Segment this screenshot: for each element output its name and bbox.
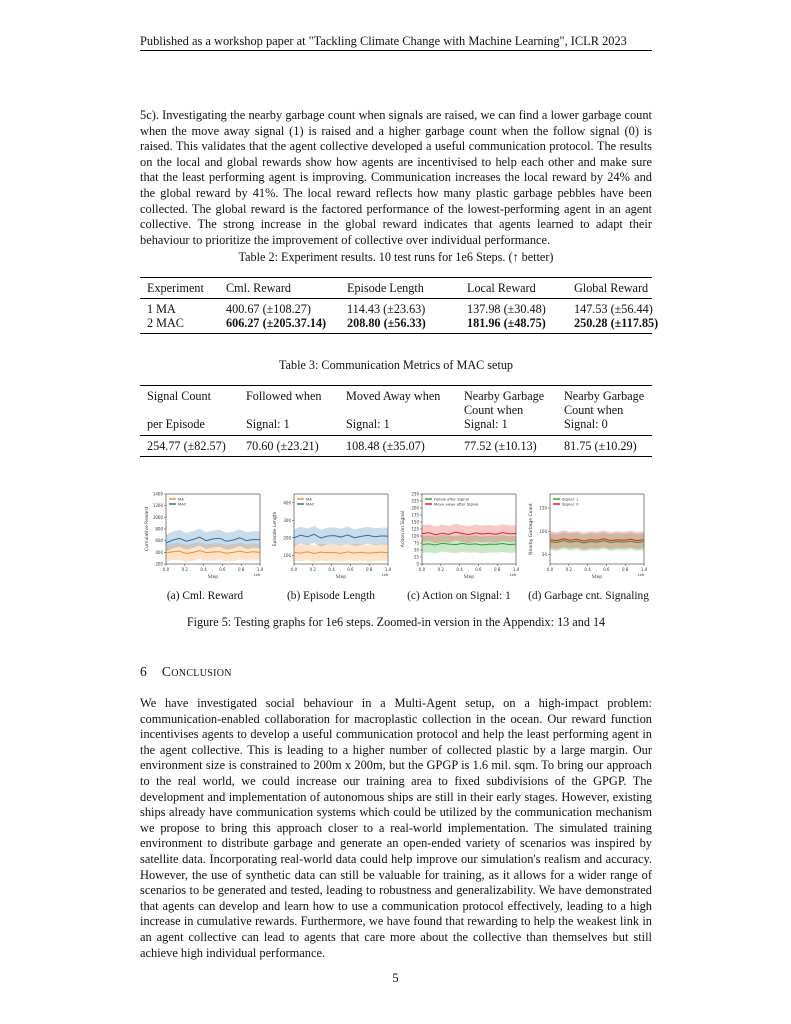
y-tick-label: 150 — [539, 505, 547, 511]
table3-header-cell: Count when — [564, 403, 624, 417]
table2-mid-rule — [140, 298, 652, 299]
table3-header-cell — [346, 403, 464, 417]
table-cell: 606.27 (±205.37.14) — [226, 316, 327, 330]
y-tick-label: 400 — [283, 500, 291, 506]
x-tick-label: 0.6 — [219, 567, 226, 572]
x-tick-label: 0.0 — [290, 567, 298, 572]
table-cell: 250.28 (±117.85) — [574, 316, 659, 330]
table2-header-cell: Global Reward — [574, 281, 649, 295]
series-band — [422, 524, 516, 544]
x-tick-label: 0.2 — [181, 567, 188, 572]
table2-header-cell: Episode Length — [347, 281, 424, 295]
table3-header-cell: Signal: 1 — [246, 417, 290, 431]
table-cell: 2 MAC — [147, 316, 184, 330]
x-unit-label: 1e6 — [381, 573, 388, 577]
y-tick-label: 25 — [413, 554, 419, 560]
legend-label: Move away after Signal — [434, 501, 479, 507]
x-axis-label: Step — [463, 575, 475, 580]
table2 — [147, 281, 648, 296]
y-tick-label: 200 — [155, 561, 163, 567]
y-tick-label: 50 — [413, 547, 419, 553]
x-axis-label: Step — [591, 575, 603, 580]
table3-mid-rule — [140, 435, 652, 436]
x-tick-label: 0.2 — [309, 567, 316, 572]
table3-header-cell: Nearby Garbage — [564, 389, 645, 403]
x-tick-label: 1.0 — [256, 567, 264, 572]
table2-caption: Table 2: Experiment results. 10 test runs for 1e6 Steps. (↑ better) — [238, 250, 554, 264]
x-tick-label: 1.0 — [640, 567, 648, 572]
table3-header-cell: Signal: 1 — [464, 417, 508, 431]
x-axis-label: Step — [207, 575, 219, 580]
x-tick-label: 0.2 — [565, 567, 572, 572]
y-tick-label: 100 — [283, 552, 291, 558]
legend-label: Signal: 0 — [562, 501, 579, 507]
subcaption-b: (b) Episode Length — [287, 590, 375, 602]
table-cell: 108.48 (±35.07) — [346, 439, 425, 453]
x-tick-label: 0.4 — [200, 567, 207, 572]
chart-cml-reward — [140, 490, 270, 585]
table-cell: 81.75 (±10.29) — [564, 439, 637, 453]
subcaption-d: (d) Garbage cnt. Signaling — [528, 590, 649, 602]
y-tick-label: 200 — [283, 535, 291, 541]
table-cell: 77.52 (±10.13) — [464, 439, 537, 453]
table2-header-cell: Cml. Reward — [226, 281, 291, 295]
x-tick-label: 0.8 — [366, 567, 373, 572]
table3-header-row — [147, 389, 644, 403]
x-unit-label: 1e6 — [253, 573, 260, 577]
y-tick-label: 200 — [411, 505, 419, 511]
table-cell: 208.80 (±56.33) — [347, 316, 426, 330]
legend-label: MAC — [306, 501, 315, 507]
figure5-caption: Figure 5: Testing graphs for 1e6 steps. Zoomed-in version in the Appendix: 13 and 14 — [186, 615, 606, 629]
y-tick-label: 800 — [155, 526, 163, 532]
table-cell: 181.96 (±48.75) — [467, 316, 546, 330]
y-tick-label: 125 — [411, 526, 419, 532]
running-header: Published as a workshop paper at "Tackling Climate Change with Machine Learning", ICLR 2023 — [140, 34, 627, 48]
x-unit-label: 1e6 — [637, 573, 644, 577]
table3-header-cell: Signal Count — [147, 389, 211, 403]
table3-header-row — [147, 403, 644, 417]
x-tick-label: 0.8 — [238, 567, 245, 572]
x-tick-label: 0.4 — [456, 567, 463, 572]
x-axis-label: Step — [335, 575, 347, 580]
y-tick-label: 400 — [155, 549, 163, 555]
table-cell: 137.98 (±30.48) — [467, 302, 546, 316]
x-unit-label: 1e6 — [509, 573, 516, 577]
table3-header-cell: per Episode — [147, 417, 205, 431]
y-tick-label: 50 — [541, 552, 547, 558]
table-cell: 400.67 (±108.27) — [226, 302, 311, 316]
table3-header-cell — [147, 403, 246, 417]
table3-header-cell: Count when — [464, 403, 524, 417]
table-cell: 114.43 (±23.63) — [347, 302, 426, 316]
table3-caption: Table 3: Communication Metrics of MAC setup — [278, 358, 514, 372]
table2-header-row — [147, 281, 648, 296]
chart-action-on-signal — [396, 490, 526, 585]
y-axis-label: Nearby Garbage Count — [529, 503, 534, 555]
x-tick-label: 1.0 — [512, 567, 520, 572]
x-tick-label: 0.4 — [584, 567, 591, 572]
y-tick-label: 75 — [413, 540, 419, 546]
conclusion-paragraph: We have investigated social behaviour in a Multi-Agent setup, on a high-impact problem: communication-enabled collaboration for macroplastic collection in the ocean. Our reward function incentivises agents to develop a useful communication protocol and help the least performing agent in the agent collective. This is leading to a higher number of collected plastic by a large margin. Our environment size is constrained to 200m x 200m, but the GPGP is 1.6 mil. sqm. To bring our approach to the real world, we could increase our training area to fixed subdivisions of the GPGP. The development and implementation of autonomous ships are still in their early stages. However, existing ships already have communication systems which could be utilized by the communication mechanism we propose to bring this approach closer to a real-world implementation. The simulated training environment to distribute garbage and generate an open-ended variety of scenarios was inspired by satellite data. Incorporating real-world data could help improve our simulation's realism and accuracy. However, the use of synthetic data can still be valuable for training, as it allows for a wider range of scenarios to be generated and tested, leading to robustness and generalizability. We have demonstrated that agents can develop and learn how to use a communication protocol effectively, leading to a high increase in cumulative rewards. Furthermore, we have found that rewarding to help the weakest link in an agent collective can lead to agents that care more about the collective than themselves but still achieve high individual performance. — [140, 696, 652, 960]
y-tick-label: 250 — [411, 491, 419, 497]
y-tick-label: 1400 — [152, 491, 163, 497]
table3-body — [147, 439, 637, 454]
x-tick-label: 1.0 — [384, 567, 392, 572]
table-row — [147, 439, 637, 454]
table2-bottom-rule — [140, 333, 652, 334]
y-tick-label: 100 — [539, 528, 547, 534]
y-tick-label: 0 — [416, 561, 419, 567]
table-cell: 147.53 (±56.44) — [574, 302, 653, 316]
table-cell: 70.60 (±23.21) — [246, 439, 319, 453]
subcaption-a: (a) Cml. Reward — [166, 590, 244, 602]
section-number: 6 — [140, 664, 148, 679]
table2-header-cell: Experiment — [147, 281, 204, 295]
y-tick-label: 1000 — [152, 514, 163, 520]
legend-label: MAC — [178, 501, 187, 507]
table-row — [147, 316, 658, 330]
table2-header-cell: Local Reward — [467, 281, 536, 295]
table3-header-cell: Moved Away when — [346, 389, 441, 403]
y-tick-label: 300 — [283, 517, 291, 523]
table2-body — [147, 302, 658, 330]
table3-header-row — [147, 417, 644, 431]
page-number: 5 — [392, 971, 399, 985]
table3-header-cell: Followed when — [246, 389, 322, 403]
y-tick-label: 225 — [411, 498, 419, 504]
table3-top-rule — [140, 385, 652, 386]
y-tick-label: 600 — [155, 538, 163, 544]
x-tick-label: 0.6 — [475, 567, 482, 572]
x-tick-label: 0.8 — [494, 567, 501, 572]
table3-header-cell: Signal: 0 — [564, 417, 608, 431]
section-title: Conclusion — [161, 664, 232, 679]
table-cell: 254.77 (±82.57) — [147, 439, 226, 453]
intro-paragraph: 5c). Investigating the nearby garbage count when signals are raised, we can find a lower garbage count when the move away signal (1) is raised and a higher garbage count when the follow signal (0) is raised. This validates that the agent collective developed a useful communication protocol. The results on the local and global rewards show how agents are incentivised to help each other and make sure that the least performing agent is improving. Communication increases the local reward by 24% and the global reward by 41%. The local reward reflects how many plastic garbage pebbles have been collected. The global reward is the factored performance of the lowest-performing agent in an agent collective. The strong increase in the global reward indicates that agents learned to adapt their behaviour to prioritize the improvement of collective over individual performance. — [140, 108, 652, 247]
header-rule — [140, 50, 652, 51]
section-heading — [140, 664, 232, 680]
y-axis-label: Cumulative Reward — [145, 507, 150, 551]
legend-label: Follow after Signal — [434, 496, 469, 502]
table3-bottom-rule — [140, 456, 652, 457]
x-tick-label: 0.2 — [437, 567, 444, 572]
chart-episode-length — [268, 490, 398, 585]
x-tick-label: 0.0 — [418, 567, 426, 572]
x-tick-label: 0.0 — [162, 567, 170, 572]
table2-top-rule — [140, 277, 652, 278]
x-tick-label: 0.0 — [546, 567, 554, 572]
y-tick-label: 150 — [411, 519, 419, 525]
subcaption-c: (c) Action on Signal: 1 — [407, 590, 511, 602]
chart-garbage-signaling — [524, 490, 654, 585]
y-tick-label: 100 — [411, 533, 419, 539]
table-cell: 1 MA — [147, 302, 176, 316]
x-tick-label: 0.6 — [347, 567, 354, 572]
table-row — [147, 302, 658, 316]
table3-header-cell: Nearby Garbage — [464, 389, 545, 403]
table3-header-cell — [246, 403, 346, 417]
y-tick-label: 175 — [411, 512, 419, 518]
table3-header — [147, 389, 644, 431]
x-tick-label: 0.8 — [622, 567, 629, 572]
legend-label: MA — [178, 496, 184, 502]
y-axis-label: Episode Length — [273, 511, 278, 547]
legend-label: Signal: 1 — [562, 496, 579, 502]
table3-header-cell: Signal: 1 — [346, 417, 390, 431]
x-tick-label: 0.6 — [603, 567, 610, 572]
y-tick-label: 1200 — [152, 503, 163, 509]
legend-label: MA — [306, 496, 312, 502]
y-axis-label: Action on Signal — [401, 510, 406, 548]
x-tick-label: 0.4 — [328, 567, 335, 572]
